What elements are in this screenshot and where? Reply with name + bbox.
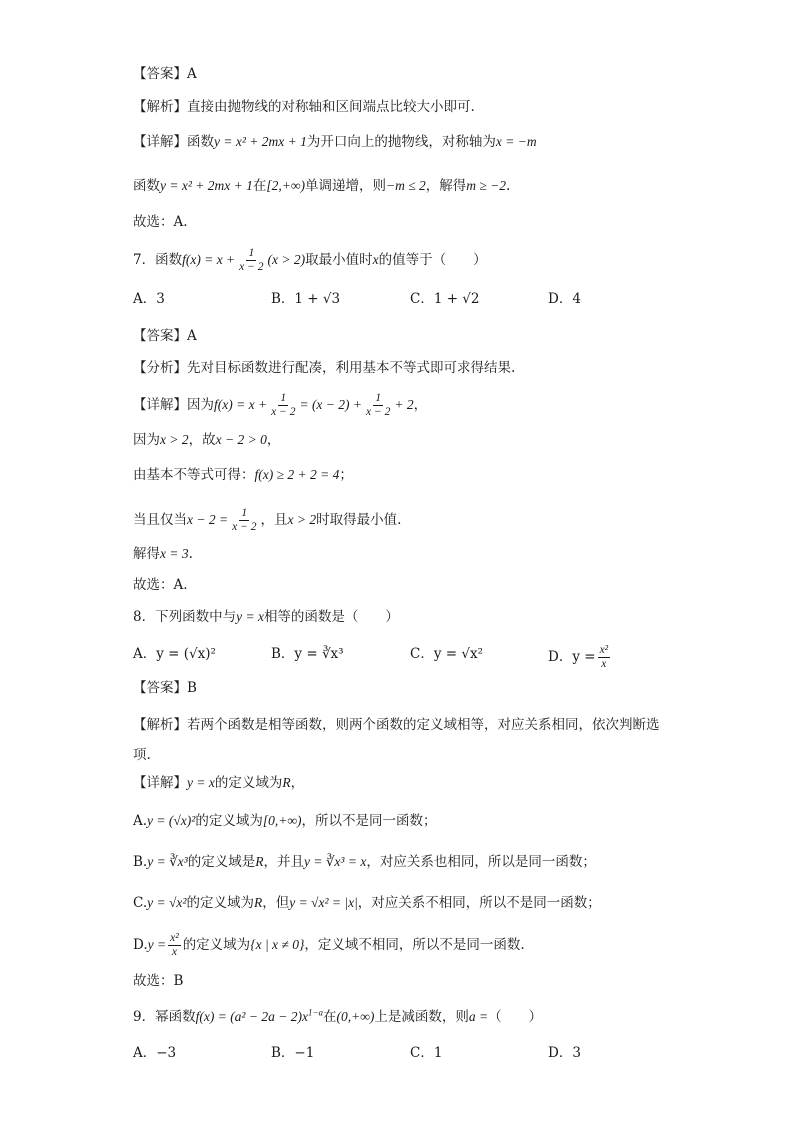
text: ，	[290, 775, 305, 791]
math: y = ∛x³	[147, 854, 188, 869]
text: 上是减函数，则	[374, 1009, 469, 1025]
math: + 2	[394, 397, 414, 412]
q8-choose: 故选：B	[133, 973, 184, 989]
text: .	[506, 178, 511, 194]
math: x > 2	[287, 512, 317, 527]
text: D.	[133, 937, 148, 953]
math: y = x² + 2mx + 1	[160, 178, 253, 193]
text: C.	[133, 895, 148, 911]
text: 的定义域为	[214, 775, 283, 791]
text: 的定义域是	[187, 854, 256, 870]
q7-choose: 故选：A.	[133, 577, 188, 593]
answer-value: B	[187, 680, 197, 696]
math: = (x − 2) +	[299, 397, 363, 412]
fraction-den: x	[171, 946, 177, 958]
answer-value: A	[187, 66, 197, 82]
detail-tag: 【详解】	[133, 775, 187, 791]
fraction-den: x	[601, 658, 607, 670]
fraction	[269, 392, 297, 419]
q6-answer	[133, 64, 674, 84]
math: f(x) = x +	[182, 252, 236, 267]
math: −m ≤ 2	[385, 178, 426, 193]
math: y = √x²	[147, 895, 187, 910]
text: 函数	[187, 134, 214, 150]
math: y = x	[187, 775, 215, 790]
option-d[interactable]: D．3	[548, 1045, 581, 1061]
q7-detail-line-1	[133, 392, 674, 419]
q7-detail-line-3	[133, 465, 674, 485]
q6-choose: 故选：A.	[133, 214, 188, 230]
text: ，所以不是同一函数；	[301, 813, 437, 829]
math: [0,+∞)	[262, 813, 302, 828]
text: ，	[413, 397, 428, 413]
text: 的定义域为	[195, 813, 263, 829]
math: x − 2 > 0	[215, 432, 267, 447]
text: ，对应关系也相同，所以是同一函数；	[366, 854, 596, 870]
text: ，定义域不相同，所以不是同一函数.	[304, 937, 525, 953]
math: x	[372, 252, 379, 267]
q8-detail-line-d	[133, 932, 674, 959]
text: 由基本不等式可得：	[133, 467, 255, 483]
text: 相等的函数是（ ）	[263, 609, 399, 625]
fraction-num: x²	[599, 644, 609, 656]
text: 在	[252, 178, 267, 194]
fraction	[237, 247, 265, 274]
math: a =	[468, 1009, 489, 1024]
q8-stem	[133, 607, 674, 627]
analysis-tag: 【分析】	[133, 360, 187, 376]
text: 因为	[133, 432, 160, 448]
text: D．y =	[548, 649, 596, 665]
option-a[interactable]: A．y = (√x)²	[133, 646, 216, 662]
answer-tag: 【答案】	[133, 680, 187, 696]
text: 解得	[133, 546, 160, 562]
q6-detail-line-1	[133, 132, 674, 152]
fraction-num: x²	[170, 932, 179, 944]
q8-answer	[133, 678, 674, 698]
text: 7．函数	[133, 252, 183, 268]
math: y = √x² = |x|	[289, 895, 358, 910]
option-c[interactable]: C．1 + √2	[410, 291, 480, 307]
text: ，对应关系不相同，所以不是同一函数；	[357, 895, 601, 911]
text: 8．下列函数中与	[133, 609, 237, 625]
math: x − 2 =	[187, 512, 229, 527]
analysis-text: 若两个函数是相等函数，则两个函数的定义域相等，对应关系相同，依次判断选项.	[133, 717, 660, 763]
fraction	[364, 392, 392, 419]
analysis-tag: 【解析】	[133, 99, 187, 115]
q8-detail-line-b	[133, 852, 674, 872]
answer-tag: 【答案】	[133, 66, 187, 82]
text: 时取得最小值.	[316, 512, 402, 528]
option-c[interactable]: C．y = √x²	[410, 646, 483, 662]
text: 在	[323, 1009, 337, 1025]
q6-analysis	[133, 97, 674, 117]
text: 为开口向上的抛物线，对称轴为	[306, 134, 496, 150]
fraction	[598, 644, 611, 671]
fraction-den: x − 2	[366, 406, 391, 418]
q7-analysis	[133, 358, 674, 378]
math: f(x) ≥ 2 + 2 = 4	[254, 467, 340, 482]
fraction-num: 1	[241, 507, 248, 519]
fraction-den: x − 2	[232, 521, 257, 533]
math: y =	[147, 937, 167, 952]
fraction-num: 1	[280, 392, 287, 404]
text: ；	[339, 467, 353, 483]
analysis-text: 先对目标函数进行配凑，利用基本不等式即可求得结果.	[187, 360, 516, 376]
answer-tag: 【答案】	[133, 328, 187, 344]
math: f(x) = (a² − 2a − 2)x	[195, 1009, 308, 1024]
text: 的值等于（ ）	[378, 252, 487, 268]
text: 因为	[187, 397, 214, 413]
text: 的定义域为	[182, 937, 251, 953]
fraction-den: x − 2	[271, 406, 296, 418]
option-a[interactable]: A．3	[133, 291, 165, 307]
math: y = ∛x³ = x	[303, 854, 367, 869]
option-c[interactable]: C．1	[410, 1045, 443, 1061]
option-b[interactable]: B．y = ∛x³	[271, 646, 344, 662]
text: .	[188, 546, 193, 562]
q8-analysis	[133, 710, 674, 770]
q8-detail-line-a	[133, 811, 674, 831]
q6-detail-line-2	[133, 176, 674, 196]
text: 9．幂函数	[133, 1009, 196, 1025]
text: ，但	[262, 895, 290, 911]
math: x = 3	[160, 546, 189, 561]
q7-detail-line-5	[133, 544, 674, 564]
math: R	[282, 775, 291, 790]
text: 取最小值时	[305, 252, 373, 268]
math: y = (√x)²	[147, 813, 196, 828]
analysis-text: 直接由抛物线的对称轴和区间端点比较大小即可.	[187, 99, 475, 115]
text: ，并且	[263, 854, 304, 870]
option-b[interactable]: B．1 + √3	[271, 291, 341, 307]
math: m ≥ −2	[466, 178, 507, 193]
text: ，故	[188, 432, 216, 448]
option-b[interactable]: B．−1	[271, 1045, 315, 1061]
math: R	[255, 854, 264, 869]
math: f(x) = x +	[214, 397, 268, 412]
fraction-num: 1	[375, 392, 382, 404]
text: 当且仅当	[133, 512, 187, 528]
q7-stem	[133, 247, 674, 274]
math: (0,+∞)	[336, 1009, 375, 1024]
exponent: 1−a	[307, 1007, 324, 1018]
text: ，	[266, 432, 281, 448]
text: （ ）	[488, 1009, 543, 1025]
fraction	[230, 507, 258, 534]
q7-detail-line-4	[133, 507, 674, 534]
math: {x | x ≠ 0}	[250, 937, 305, 952]
math: x = −m	[495, 134, 537, 149]
option-a[interactable]: A．−3	[133, 1045, 177, 1061]
math: y = x	[236, 609, 264, 624]
detail-tag: 【详解】	[133, 397, 187, 413]
text: 单调递增，则	[304, 178, 386, 194]
text: 的定义域为	[186, 895, 254, 911]
answer-value: A	[187, 328, 197, 344]
math: [2,+∞)	[266, 178, 305, 193]
option-d[interactable]: D．4	[548, 291, 581, 307]
q8-detail-line-0	[133, 773, 674, 793]
math: x > 2	[160, 432, 189, 447]
fraction	[168, 932, 181, 959]
detail-tag: 【详解】	[133, 134, 187, 150]
math: y = x² + 2mx + 1	[214, 134, 307, 149]
text: 函数	[133, 178, 160, 194]
fraction-den: x − 2	[239, 261, 264, 273]
q9-stem	[133, 1007, 674, 1027]
analysis-tag: 【解析】	[133, 717, 187, 733]
text: ，解得	[425, 178, 467, 194]
math: (x > 2)	[267, 252, 306, 267]
q8-detail-line-c	[133, 893, 674, 913]
fraction-num: 1	[248, 247, 255, 259]
q7-detail-line-2	[133, 430, 674, 450]
q7-answer	[133, 326, 674, 346]
text: B.	[133, 854, 148, 870]
math: R	[253, 895, 263, 910]
text: A.	[133, 813, 148, 829]
text: ，且	[260, 512, 288, 528]
option-d[interactable]	[548, 644, 612, 671]
